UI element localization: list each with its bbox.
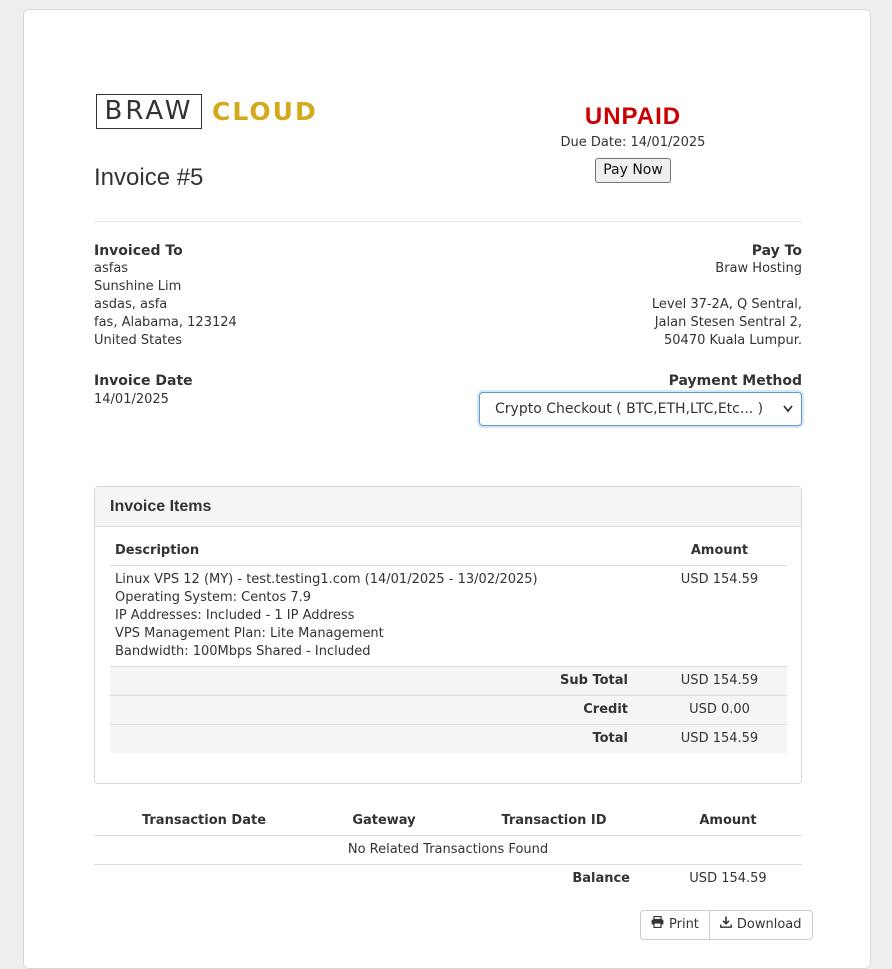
action-button-group <box>640 910 813 940</box>
download-button[interactable] <box>710 910 813 940</box>
invoice-items-table <box>110 537 787 753</box>
table-row <box>94 836 802 865</box>
pay-now-button[interactable]: Pay Now <box>595 158 671 183</box>
credit-row <box>110 696 787 725</box>
subtotal-row <box>110 667 787 696</box>
invoiced-to-line: asdas, asfa <box>94 297 168 312</box>
transactions-table <box>94 807 802 893</box>
column-header-transaction-date: Transaction Date <box>94 807 314 836</box>
invoice-date-section <box>94 373 394 409</box>
payment-method-value: Crypto Checkout ( BTC,ETH,LTC,Etc... ) <box>495 401 764 417</box>
invoiced-to-line: asfas <box>94 261 129 276</box>
subtotal-label: Sub Total <box>110 667 652 696</box>
total-row <box>110 725 787 754</box>
invoice-items-panel <box>94 486 802 784</box>
column-header-description: Description <box>110 537 652 566</box>
table-row <box>110 566 787 667</box>
invoice-card <box>23 9 871 969</box>
logo-cloud: CLOUD <box>212 97 318 126</box>
chevron-down-icon <box>783 393 793 438</box>
item-description <box>110 566 652 667</box>
due-date: Due Date: 14/01/2025 <box>560 135 706 150</box>
payment-method-select[interactable] <box>479 392 802 426</box>
item-amount: USD 154.59 <box>680 572 759 587</box>
pay-to-heading: Pay To <box>751 243 802 259</box>
invoice-items-heading: Invoice Items <box>95 487 801 527</box>
subtotal-value: USD 154.59 <box>652 667 787 696</box>
balance-label: Balance <box>572 871 630 886</box>
item-line: IP Addresses: Included - 1 IP Address <box>115 608 355 623</box>
logo-braw: BRAW <box>96 94 202 129</box>
pay-to-line <box>502 278 802 296</box>
total-value: USD 154.59 <box>652 725 787 754</box>
divider <box>94 221 802 222</box>
item-line: Linux VPS 12 (MY) - test.testing1.com (14/01/2025 - 13/02/2025) <box>115 572 538 587</box>
pay-to-line: Jalan Stesen Sentral 2, <box>654 315 802 330</box>
total-label: Total <box>110 725 652 754</box>
printer-icon <box>651 911 664 939</box>
empty-message: No Related Transactions Found <box>94 836 802 865</box>
column-header-gateway: Gateway <box>314 807 454 836</box>
item-line: VPS Management Plan: Lite Management <box>115 626 384 641</box>
column-header-amount: Amount <box>654 807 802 836</box>
status-badge: UNPAID <box>584 103 682 130</box>
item-line: Bandwidth: 100Mbps Shared - Included <box>115 644 371 659</box>
invoiced-to-line: fas, Alabama, 123124 <box>94 315 237 330</box>
credit-label: Credit <box>110 696 652 725</box>
download-label: Download <box>736 917 802 932</box>
download-icon <box>720 911 732 939</box>
print-label: Print <box>669 917 699 932</box>
invoiced-to-line: United States <box>94 333 183 348</box>
balance-value: USD 154.59 <box>689 871 767 886</box>
invoice-date-value: 14/01/2025 <box>94 392 169 407</box>
invoiced-to-line: Sunshine Lim <box>94 279 182 294</box>
invoiced-to-section <box>94 243 394 350</box>
item-line: Operating System: Centos 7.9 <box>115 590 312 605</box>
pay-to-line: Braw Hosting <box>715 261 802 276</box>
column-header-transaction-id: Transaction ID <box>454 807 654 836</box>
print-button[interactable] <box>640 910 710 940</box>
payment-method-heading: Payment Method <box>668 373 802 389</box>
balance-row <box>94 865 802 894</box>
invoiced-to-heading: Invoiced To <box>94 243 183 259</box>
credit-value: USD 0.00 <box>652 696 787 725</box>
page-title: Invoice #5 <box>94 164 204 191</box>
column-header-amount: Amount <box>652 537 787 566</box>
pay-to-section <box>502 243 802 350</box>
invoice-date-heading: Invoice Date <box>94 373 193 389</box>
pay-to-line: 50470 Kuala Lumpur. <box>664 333 802 348</box>
pay-to-line: Level 37-2A, Q Sentral, <box>651 297 802 312</box>
